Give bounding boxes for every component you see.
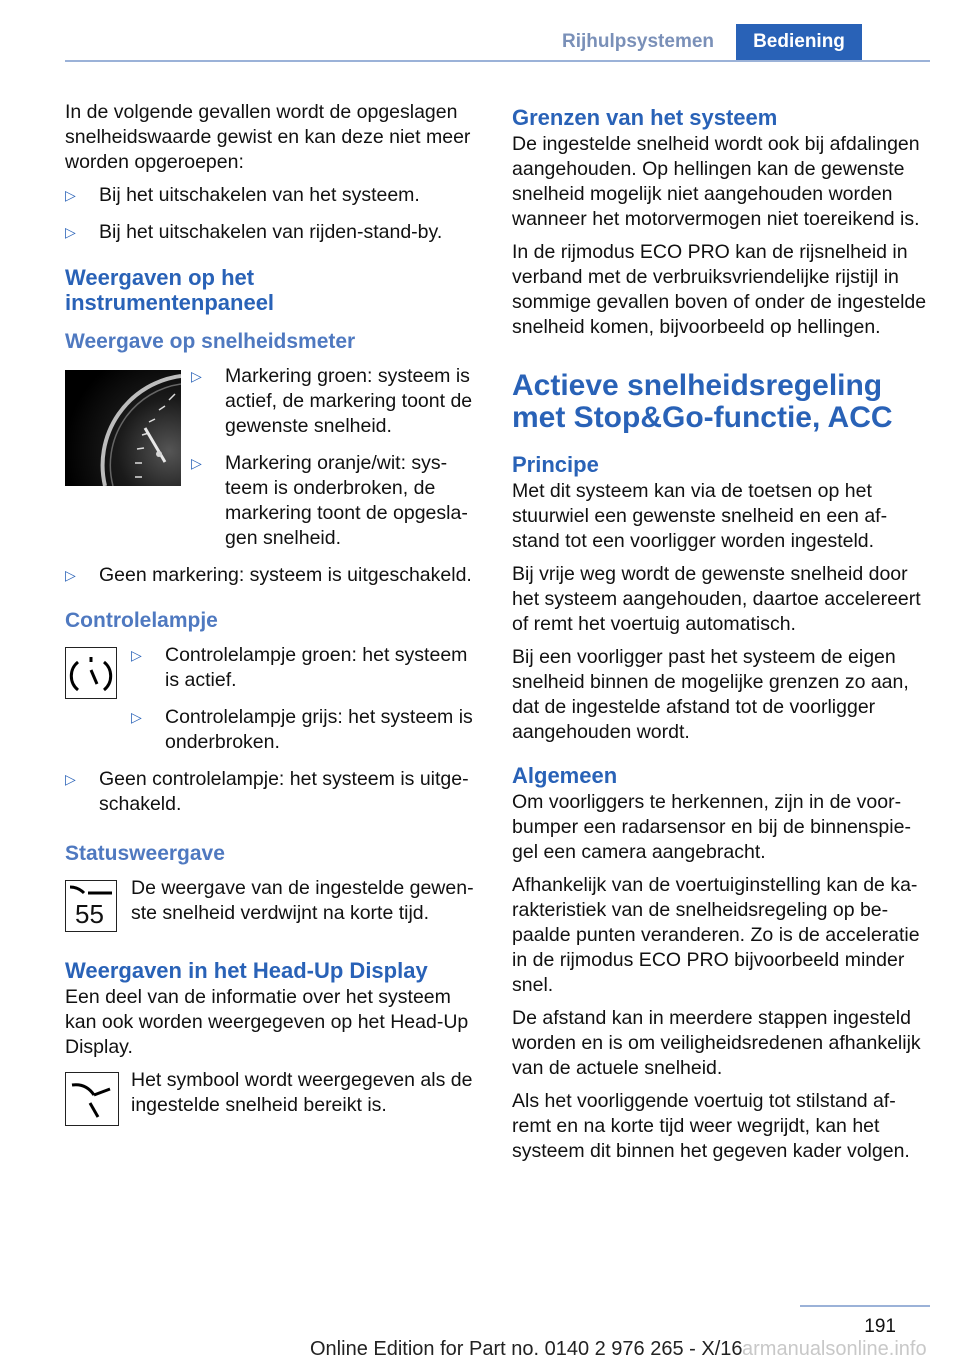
watermark: armanualsonline.info: [742, 1338, 927, 1360]
bullet-triangle-icon: ▷: [65, 771, 76, 787]
heading-indicator-light: Controlelampje: [65, 609, 218, 632]
bullet-triangle-icon: ▷: [191, 368, 202, 384]
bullet-triangle-icon: ▷: [131, 647, 142, 663]
principle-paragraph: Bij vrije weg wordt de gewenste snelheid door het systeem aangehouden, daartoe accelereert of remt het voertuig automatisch.: [512, 563, 921, 635]
hud-symbol-paragraph: Het symbool wordt weergegeven als de ingestelde snelheid bereikt is.: [131, 1069, 473, 1116]
hud-figure-row: [65, 1068, 480, 1126]
heading-head-up-display: Weergaven in het Head-Up Display: [65, 958, 428, 983]
bullet-triangle-icon: ▷: [65, 567, 76, 583]
heading-system-limits: Grenzen van het systeem: [512, 105, 778, 130]
left-column: [65, 100, 480, 1126]
limits-paragraph: De ingestelde snelheid wordt ook bij afdalingen aangehouden. Op hellingen kan de gewenste snelheid mogelijk niet aangehouden worden wanneer het motorvermogen niet toereikend is.: [512, 133, 920, 230]
list-item: ▷ Controlelampje groen: het systeem is actief.: [131, 644, 468, 691]
heading-instrument-displays: Weergaven op het instrumentenpaneel: [65, 265, 275, 315]
heading-status-display: Statusweergave: [65, 842, 225, 865]
heading-general: Algemeen: [512, 763, 618, 788]
general-paragraph: Om voorliggers te herkennen, zijn in de voorbumper een radarsensor en bij de binnenspiegel een camera aangebracht.: [512, 791, 911, 863]
heading-acc: Actieve snelheidsregeling met Stop&Go-functie, ACC: [512, 369, 893, 434]
speedometer-image: [65, 364, 191, 563]
header-active-tab: Bediening: [736, 24, 862, 60]
list-item: ▷ Controlelampje grijs: het systeem is onderbroken.: [131, 706, 473, 753]
hud-paragraph: Een deel van de informatie over het systeem kan ook worden weergegeven op het Head-Up Display.: [65, 986, 469, 1058]
header-section-title: Rijhulpsystemen: [561, 31, 715, 52]
principle-paragraph: Met dit systeem kan via de toetsen op het stuurwiel een gewenste snelheid en een afstand tot een voorligger worden ingesteld.: [512, 480, 888, 552]
right-column: [512, 100, 927, 1172]
indicator-figure-row: [65, 643, 480, 767]
general-paragraph: De afstand kan in meerdere stappen ingesteld worden en is om veiligheidsredenen afhankelijk van de actuele snelheid.: [512, 1007, 921, 1079]
principle-paragraph: Bij een voorligger past het systeem de eigen snelheid binnen de mogelijke grenzen zo aan, dat de ingestelde afstand tot de voorligger aangehouden wordt.: [512, 646, 909, 743]
limits-paragraph: In de rijmodus ECO PRO kan de rijsnelheid in verband met de verbruiksvriendelijke rijstijl in sommige gevallen boven of onder de ingestelde snelheid komen, bijvoorbeeld op hellingen.: [512, 241, 927, 338]
bullet-triangle-icon: ▷: [65, 224, 76, 240]
speed-reached-hud-icon: [65, 1072, 119, 1126]
page-number: 191: [864, 1316, 896, 1337]
footer-rule: [800, 1305, 930, 1307]
status-paragraph: De weergave van de ingestelde gewenste snelheid verdwijnt na korte tijd.: [131, 877, 474, 924]
bullet-triangle-icon: ▷: [131, 709, 142, 725]
intro-paragraph: In de volgende gevallen wordt de opgeslagen snelheidswaarde gewist en kan deze niet meer worden opgeroepen:: [65, 101, 471, 173]
heading-principle: Principe: [512, 452, 599, 477]
list-item: ▷ Markering groen: systeem is actief, de markering toont de gewenste snelheid.: [191, 365, 473, 437]
edition-footer: Online Edition for Part no. 0140 2 976 265 - X/16: [310, 1338, 743, 1360]
list-item: ▷ Geen controlelampje: het systeem is uitgeschakeld.: [65, 768, 469, 815]
list-item: ▷ Bij het uitschakelen van het systeem.: [65, 184, 420, 206]
bullet-triangle-icon: ▷: [65, 187, 76, 203]
set-speed-status-icon: 55: [65, 880, 117, 932]
list-item: ▷ Geen markering: systeem is uitgeschakeld.: [65, 564, 472, 586]
cruise-control-indicator-icon: [65, 647, 117, 699]
general-paragraph: Afhankelijk van de voertuiginstelling kan de karakteristiek van de snelheidsregeling op bepaalde punten veranderen. Zo is de acceleratie in de rijmodus ECO PRO bijvoorbeeld minder snel.: [512, 874, 920, 996]
list-item: ▷ Markering oranje/wit: systeem is onderbroken, de markering toont de opgeslagen snelheid.: [191, 452, 468, 549]
speedometer-figure-row: [65, 364, 480, 563]
header-rule: [65, 60, 930, 62]
heading-speedometer: Weergave op snelheidsmeter: [65, 330, 356, 353]
bullet-triangle-icon: ▷: [191, 455, 202, 471]
list-item: ▷ Bij het uitschakelen van rijden-stand-by.: [65, 221, 443, 243]
status-figure-row: [65, 876, 480, 934]
general-paragraph: Als het voorliggende voertuig tot stilstand afremt en na korte tijd weer wegrijdt, kan het systeem dit binnen het gegeven kader volgen.: [512, 1090, 910, 1162]
